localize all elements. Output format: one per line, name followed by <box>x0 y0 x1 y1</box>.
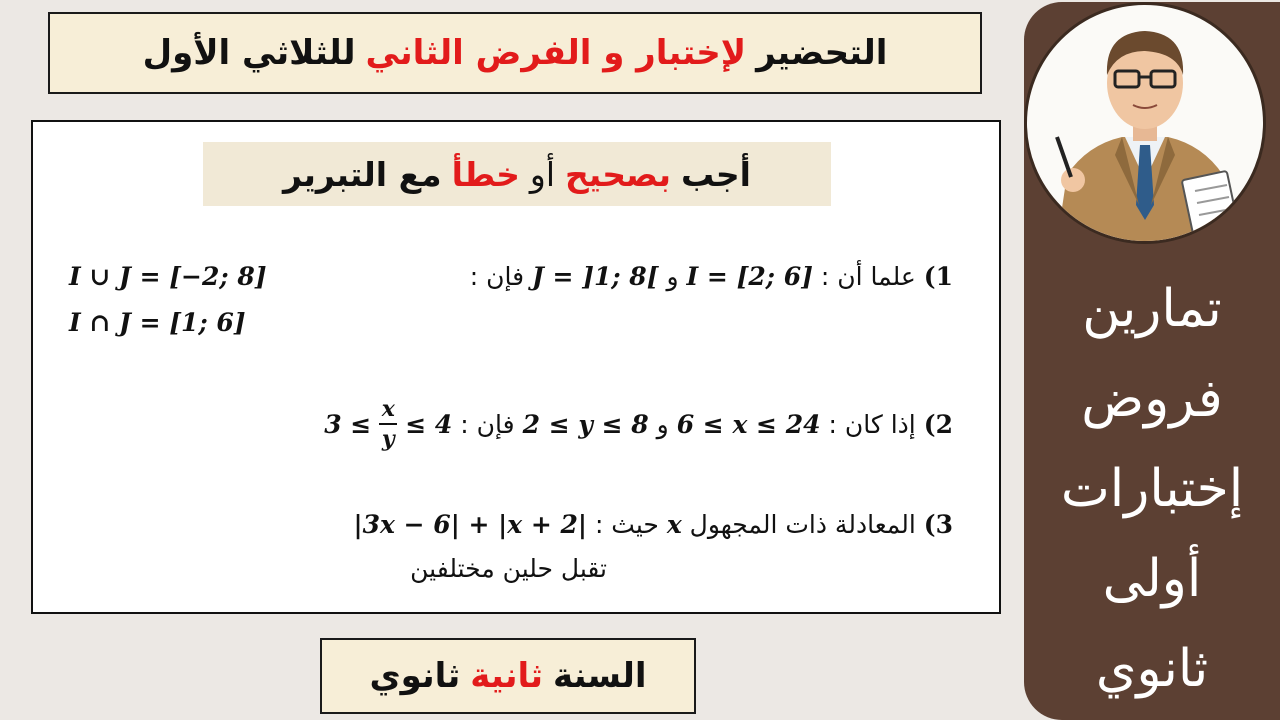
instruction-correct: بصحيح <box>565 154 671 194</box>
year-part3: ثانوي <box>369 656 461 696</box>
q1-union <box>69 262 267 291</box>
q1-text: علما أن : <box>820 262 916 291</box>
q2-text: إذا كان : <box>828 409 916 439</box>
title-part2: لإختبار و الفرض الثاني <box>365 33 747 73</box>
q2-result <box>324 398 452 450</box>
q1-number: 1) <box>923 262 953 291</box>
instruction-or: أو <box>529 154 556 194</box>
year-label <box>320 638 696 714</box>
q3-text2: حيث : <box>594 510 659 539</box>
instruction-wrong: خطأ <box>451 154 520 194</box>
q3-text3: تقبل حلين مختلفين <box>410 554 607 583</box>
question-1-line1 <box>470 262 953 291</box>
q2-lhs: 3 ≤ <box>324 409 372 439</box>
question-2 <box>324 398 953 450</box>
sidebar-line-5: ثانوي <box>1095 639 1209 699</box>
instruction-part5: مع التبرير <box>283 154 442 194</box>
teacher-avatar <box>1024 2 1266 244</box>
q1-J-def: J = ]1; 8[ <box>531 262 659 291</box>
q1-union-text: I ∪ J = [−2; 8] <box>69 262 267 291</box>
q3-text1: المعادلة ذات المجهول <box>689 510 916 539</box>
q2-then: فإن : <box>460 409 515 439</box>
year-part2: ثانية <box>470 656 544 696</box>
q2-ineq1: 6 ≤ x ≤ 24 <box>676 409 821 439</box>
q2-number: 2) <box>923 409 953 439</box>
sidebar-line-1: تمارين <box>1082 279 1222 339</box>
title-part3: للثلاثي الأول <box>142 33 356 73</box>
q1-intersection <box>69 308 246 337</box>
q1-then: فإن : <box>469 262 525 291</box>
question-3-line1 <box>354 510 953 539</box>
fraction-bar <box>379 423 397 425</box>
q2-ineq2: 2 ≤ y ≤ 8 <box>522 409 649 439</box>
sidebar-line-4: أولى <box>1102 549 1202 609</box>
q3-number: 3) <box>923 510 953 539</box>
q1-intersection-text: I ∩ J = [1; 6] <box>69 308 246 337</box>
title-part1: التحضير <box>756 33 888 73</box>
q2-rhs: ≤ 4 <box>405 409 453 439</box>
q2-fraction <box>379 398 397 450</box>
sidebar-labels <box>1024 264 1280 714</box>
teacher-illustration-icon <box>1027 5 1263 241</box>
sidebar-line-2: فروض <box>1081 369 1223 429</box>
sidebar-line-3: إختبارات <box>1060 459 1244 519</box>
q1-I-def: I = [2; 6] <box>686 262 813 291</box>
instruction-banner <box>203 142 831 206</box>
year-part1: السنة <box>553 656 647 696</box>
instruction-part1: أجب <box>680 154 751 194</box>
q2-and: و <box>656 409 669 439</box>
question-3-line2 <box>410 554 607 583</box>
q2-frac-den: y <box>381 426 395 452</box>
sidebar-panel <box>1024 2 1280 720</box>
q3-var: x <box>666 510 682 539</box>
q1-and: و <box>666 262 679 291</box>
q2-frac-num: x <box>381 396 395 422</box>
q3-equation: |3x − 6| + |x + 2| <box>353 510 587 539</box>
exercise-card <box>31 120 1001 614</box>
page-title <box>48 12 982 94</box>
